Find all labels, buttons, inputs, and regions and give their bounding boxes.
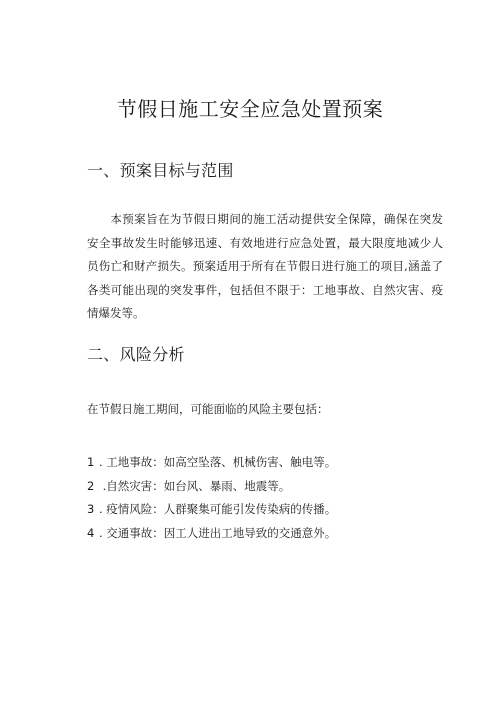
list-item xyxy=(87,475,443,499)
section-paragraph-scope xyxy=(87,208,443,326)
list-item-number: 4 xyxy=(87,525,95,540)
section-heading-risk: 二、风险分析 xyxy=(87,345,185,364)
list-item xyxy=(87,522,443,546)
list-item-text: . 工地事故：如高空坠落、机械伤害、触电等。 xyxy=(99,455,337,469)
list-item-text: .自然灾害：如台风、暴雨、地震等。 xyxy=(99,478,291,493)
list-item-number: 1 xyxy=(87,455,95,469)
list-item-text: . 疫情风险：人群聚集可能引发传染病的传播。 xyxy=(99,502,337,516)
section-heading-scope: 一、预案目标与范围 xyxy=(87,161,234,180)
document-title: 节假日施工安全应急处置预案 xyxy=(116,97,384,121)
list-item-text: . 交通事故：因工人进出工地导致的交通意外。 xyxy=(99,525,337,540)
risk-list xyxy=(87,451,443,545)
list-item xyxy=(87,498,443,522)
list-item-number: 3 xyxy=(87,502,95,516)
risk-intro-paragraph: 在节假日施工期间，可能面临的风险主要包括： xyxy=(87,402,329,416)
scope-paragraph-text: 本预案旨在为节假日期间的施工活动提供安全保障，确保在突发安全事故发生时能够迅速、有效地进行应急处置，最大限度地减少人员伤亡和财产损失。预案适用于所有在节假日进行施工的项目,涵盖了各类可能出现的突发事件，包括但不限于：工地事故、自然灾害、疫情爆发等。 xyxy=(87,212,443,320)
list-item xyxy=(87,451,443,475)
list-item-number: 2 xyxy=(87,478,95,493)
